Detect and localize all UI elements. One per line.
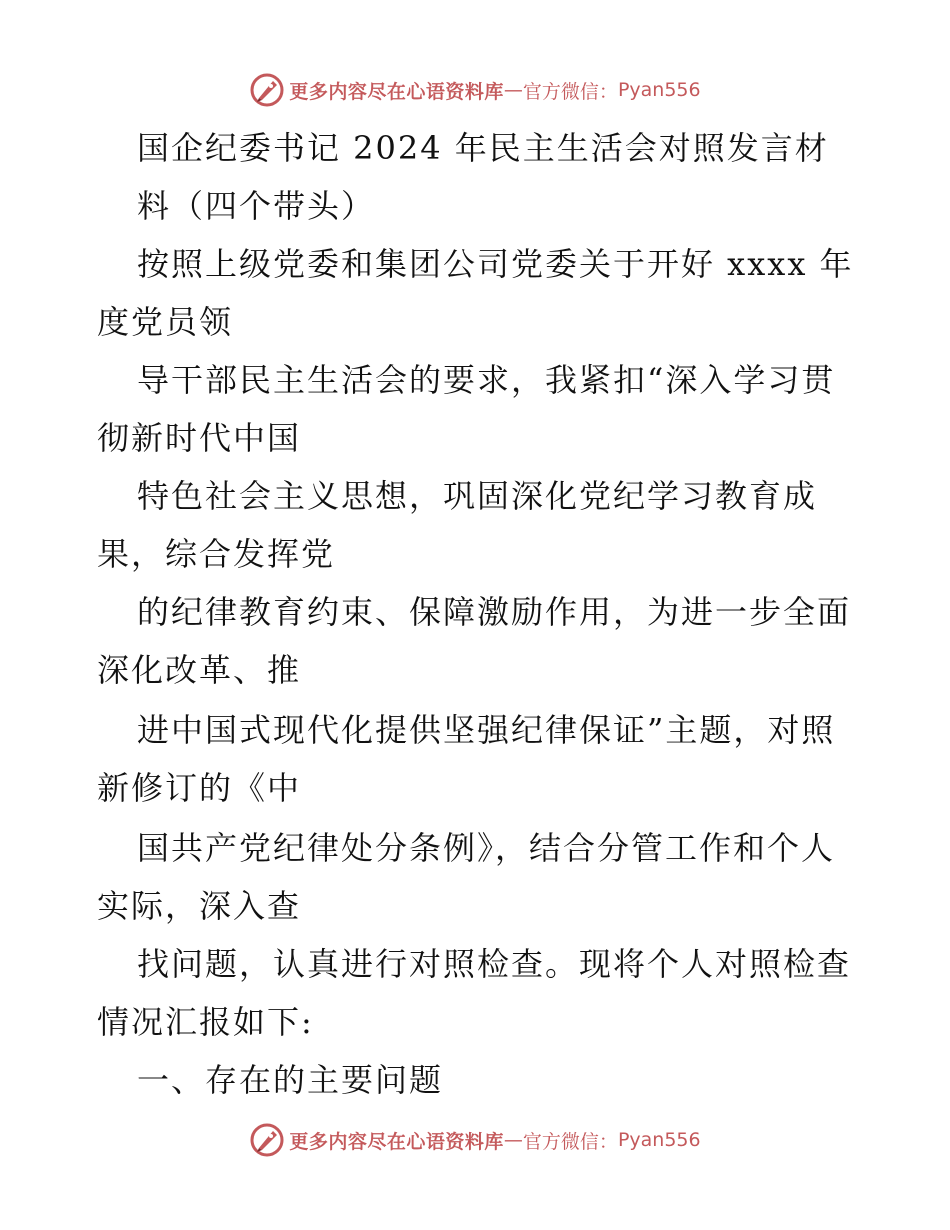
watermark-main-text: 更多内容尽在心语资料库 xyxy=(289,80,504,103)
doc-line: 实际，深入查 xyxy=(97,887,302,925)
doc-line: 导干部民主生活会的要求，我紧扣“深入学习贯 xyxy=(137,361,836,399)
footer-watermark xyxy=(0,1120,950,1160)
section-heading: 一、存在的主要问题 xyxy=(137,1061,444,1099)
watermark-main-text: 更多内容尽在心语资料库 xyxy=(289,1130,504,1153)
doc-line: 国共产党纪律处分条例》，结合分管工作和个人 xyxy=(137,829,836,867)
doc-title-line-2: 料（四个带头） xyxy=(137,187,376,225)
watermark-dash: — xyxy=(503,1129,523,1151)
doc-line: 的纪律教育约束、保障激励作用，为进一步全面 xyxy=(137,593,852,631)
watermark-official-label: 官方微信： xyxy=(522,1130,618,1153)
doc-line: 按照上级党委和集团公司党委关于开好 xxxx 年 xyxy=(137,245,854,283)
doc-line: 新修订的《中 xyxy=(97,769,302,807)
doc-line: 情况汇报如下: xyxy=(97,1003,314,1041)
doc-line: 特色社会主义思想，巩固深化党纪学习教育成 xyxy=(137,477,818,515)
doc-line: 深化改革、推 xyxy=(97,651,302,689)
watermark-dash: — xyxy=(503,79,523,101)
doc-line: 果，综合发挥党 xyxy=(97,535,336,573)
doc-line: 进中国式现代化提供坚强纪律保证”主题，对照 xyxy=(137,711,836,749)
pen-nib-logo-icon xyxy=(249,1122,285,1158)
doc-line: 彻新时代中国 xyxy=(97,419,302,457)
doc-title-line-1: 国企纪委书记 2024 年民主生活会对照发言材 xyxy=(137,129,829,167)
watermark-wechat-id: Pyan556 xyxy=(617,79,701,101)
doc-line: 找问题，认真进行对照检查。现将个人对照检查 xyxy=(137,945,852,983)
watermark-official-label: 官方微信： xyxy=(522,80,618,103)
watermark-wechat-id: Pyan556 xyxy=(617,1129,701,1151)
doc-line: 度党员领 xyxy=(97,303,234,341)
